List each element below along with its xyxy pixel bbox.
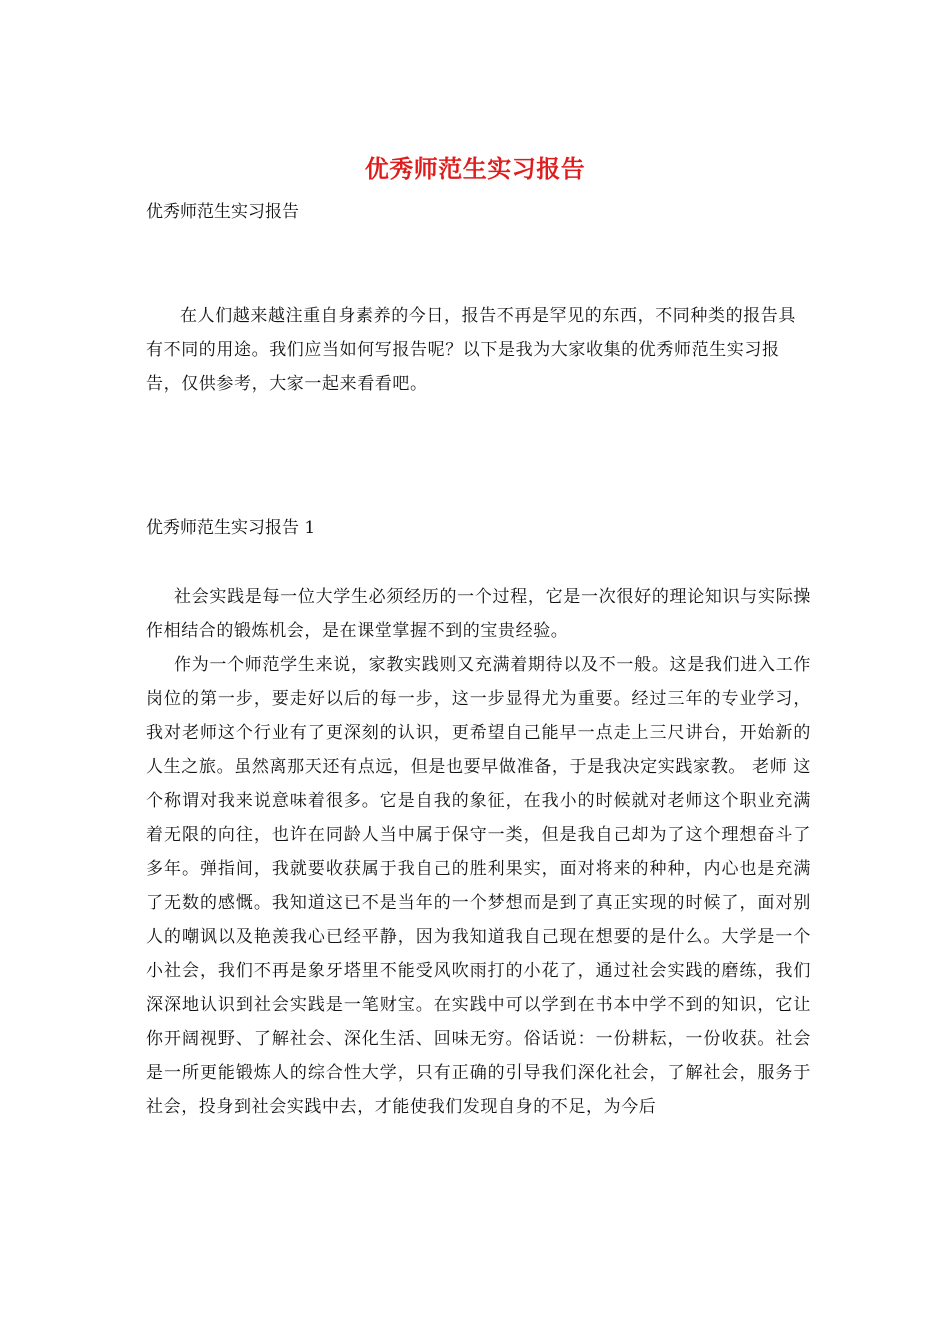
section-body (146, 580, 811, 1124)
document-subtitle: 优秀师范生实习报告 (146, 202, 299, 222)
section-heading: 优秀师范生实习报告 1 (146, 518, 316, 538)
intro-paragraph: 在人们越来越注重自身素养的今日，报告不再是罕见的东西，不同种类的报告具有不同的用途。我们应当如何写报告呢？以下是我为大家收集的优秀师范生实习报告，仅供参考，大家一起来看看吧。 (146, 306, 796, 394)
body-paragraph-1: 社会实践是每一位大学生必须经历的一个过程，它是一次很好的理论知识与实际操作相结合的锻炼机会，是在课堂掌握不到的宝贵经验。 (146, 587, 811, 641)
body-paragraph-2: 作为一个师范学生来说，家教实践则又充满着期待以及不一般。这是我们进入工作岗位的第一步，要走好以后的每一步，这一步显得尤为重要。经过三年的专业学习，我对老师这个行业有了更深刻的认识，更希望自己能早一点走上三尺讲台，开始新的人生之旅。虽然离那天还有点远，但是也要早做准备，于是我决定实践家教。 老师 这个称谓对我来说意味着很多。它是自我的象征，在我小的时候就对老师这个职业充满着无限的向往，也许在同龄人当中属于保守一类，但是我自己却为了这个理想奋斗了多年。弹指间，我就要收获属于我自己的胜利果实，面对将来的种种，内心也是充满了无数的感慨。我知道这已不是当年的一个梦想而是到了真正实现的时候了，面对别人的嘲讽以及艳羡我心已经平静，因为我知道我自己现在想要的是什么。大学是一个小社会，我们不再是象牙塔里不能受风吹雨打的小花了，通过社会实践的磨练，我们深深地认识到社会实践是一笔财宝。在实践中可以学到在书本中学不到的知识，它让你开阔视野、了解社会、深化生活、回味无穷。俗话说：一份耕耘，一份收获。社会是一所更能锻炼人的综合性大学，只有正确的引导我们深化社会，了解社会，服务于社会，投身到社会实践中去，才能使我们发现自身的不足，为今后 (146, 655, 811, 1117)
document-title: 优秀师范生实习报告 (364, 154, 586, 183)
